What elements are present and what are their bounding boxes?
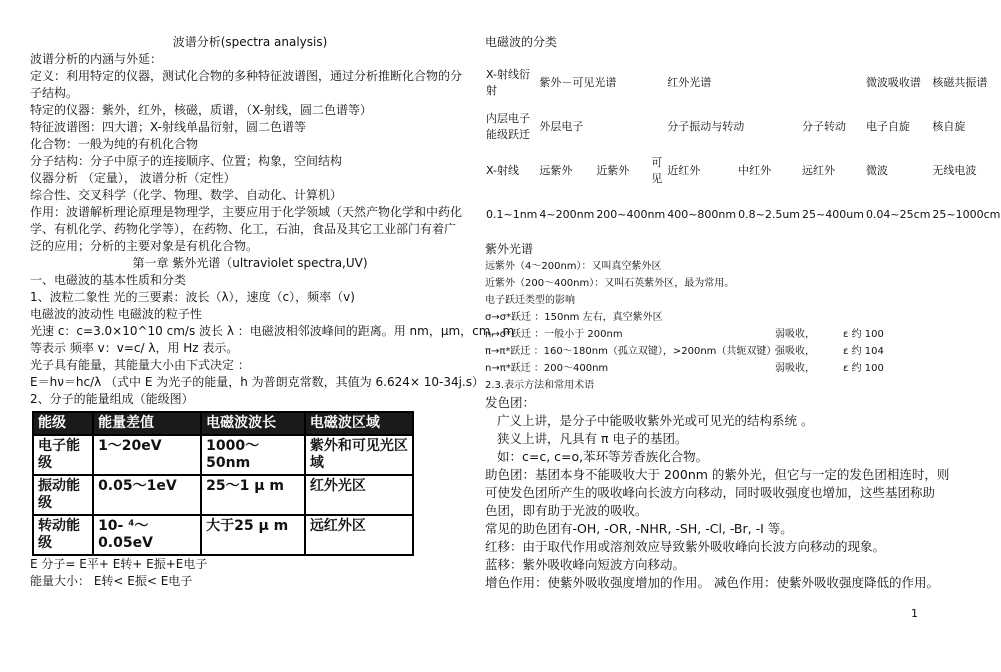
text-line: 助色团：基团本身不能吸收大于 200nm 的紫外光，但它与一定的发色团相连时，则	[485, 467, 950, 482]
text-line: 泛的应用；分析的主要对象是有机化合物。	[30, 239, 259, 253]
table-cell: 25~1000cm	[932, 208, 1001, 221]
table-cell: 远紫外	[539, 164, 573, 177]
table-header-cell: 电磁波波长	[201, 412, 305, 435]
table-row	[485, 105, 1001, 149]
transition-absorption: 弱吸收，	[775, 363, 815, 374]
text-line: 等表示 频率 v：v=c/ λ，用 Hz 表示。	[30, 341, 239, 355]
table-header-cell: 能量差值	[93, 412, 201, 435]
table-row	[33, 515, 413, 555]
text-line: 增色作用：使紫外吸收强度增加的作用。 减色作用：使紫外吸收强度降低的作用。	[485, 575, 939, 590]
table-cell: 10- ⁴～0.05eV	[93, 515, 201, 555]
text-line: 作用：波谱解析理论原理是物理学，主要应用于化学领域（天然产物化学和中药化	[30, 205, 463, 219]
transition-desc: π→π*跃迁 ：160～180nm（孤立双键），>200nm（共轭双键）	[485, 346, 777, 357]
table-cell: 核磁共振谱	[932, 76, 988, 89]
transition-absorption: 弱吸收，	[775, 329, 815, 340]
table-cell: X-射线	[486, 164, 519, 177]
text-line: E 分子= E平+ E转+ E振+E电子	[30, 557, 208, 571]
table-row	[485, 193, 1001, 237]
table-cell: 0.04~25cm	[865, 208, 931, 221]
table-cell: 无线电波	[932, 164, 977, 177]
table-cell: 远红外	[802, 164, 836, 177]
transition-epsilon: ε 约 104	[843, 346, 884, 357]
table-cell: 紫外和可见光区域	[305, 435, 413, 475]
table-cell: 0.8~2.5um	[738, 208, 801, 221]
page-number: 1	[911, 607, 918, 620]
text-line: 常见的助色团有-OH, -OR, -NHR, -SH, -Cl, -Br, -I 等。	[485, 521, 793, 536]
table-cell: 400~800nm	[667, 208, 737, 221]
text-line: 分子结构：分子中原子的连接顺序、位置；构象，空间结构	[30, 154, 343, 168]
transition-desc: n→σ*跃迁 ：一般小于 200nm	[485, 329, 623, 340]
intro-block	[30, 51, 470, 255]
small-line: 2.3.表示方法和常用术语	[485, 380, 595, 391]
text-line: 特征波谱图：四大谱；X-射线单晶衍射，圆二色谱等	[30, 120, 306, 134]
text-line: 电磁波的波动性 电磁波的粒子性	[30, 307, 202, 321]
text-line: 能量大小： E转< E振< E电子	[30, 574, 193, 588]
right-column	[485, 0, 1001, 592]
table-cell: 红外光区	[305, 475, 413, 515]
transition-epsilon: ε 约 100	[843, 363, 884, 374]
em-classification-table	[485, 61, 1001, 237]
table-cell: 外层电子	[539, 120, 584, 133]
table-cell: 200~400nm	[596, 208, 666, 221]
table-cell: 近紫外	[596, 164, 630, 177]
table-cell: 0.1~1nm	[486, 208, 538, 221]
energy-level-table	[32, 411, 414, 556]
text-line: 广义上讲，是分子中能吸收紫外光或可见光的结构系统 。	[497, 413, 814, 428]
table-cell: 电子自旋	[865, 120, 910, 133]
text-line: 发色团：	[485, 395, 536, 410]
transition-desc: n→π*跃迁 ：200～400nm	[485, 363, 609, 374]
text-line: 综合性、交叉科学（化学、物理、数学、自动化、计算机）	[30, 188, 343, 202]
chapter-heading: 第一章 紫外光谱（ultraviolet spectra,UV)	[132, 256, 368, 270]
transition-row	[485, 343, 925, 360]
table-cell: 25~400um	[802, 208, 864, 221]
small-line: 电子跃迁类型的影响	[485, 295, 575, 306]
text-line: E＝hν＝hc/λ （式中 E 为光子的能量，h 为普朗克常数，其值为 6.624× 10-34j.s）	[30, 375, 484, 389]
small-line: 近紫外（200～400nm）：又叫石英紫外区，最为常用。	[485, 278, 735, 289]
small-line: 远紫外（4～200nm）：又叫真空紫外区	[485, 261, 662, 272]
table-cell: 内层电子能级跃迁	[486, 112, 530, 141]
table-cell: 红外光谱	[667, 76, 712, 89]
text-line: 狭义上讲，凡具有 π 电子的基团。	[497, 431, 688, 446]
text-line: 子结构。	[30, 86, 79, 100]
table-cell: X-射线衍射	[486, 68, 530, 97]
text-line: 色团，即有助于光波的吸收。	[485, 503, 648, 518]
table-cell: 1～20eV	[93, 435, 201, 475]
text-line: 一、电磁波的基本性质和分类	[30, 273, 187, 287]
terms-block	[485, 394, 950, 592]
transition-desc: σ→σ*跃迁 ：150nm 左右，真空紫外区	[485, 312, 663, 323]
table-cell: 紫外－可见光谱	[539, 76, 617, 89]
text-line: 1、波粒二象性 光的三要素：波长（λ），速度（c），频率（v)	[30, 290, 355, 304]
text-line: 定义：利用特定的仪器，测试化合物的多种特征波谱图，通过分析推断化合物的分	[30, 69, 463, 83]
text-line: 波谱分析的内涵与外延：	[30, 52, 163, 66]
transition-epsilon: ε 约 100	[843, 329, 884, 340]
text-line: 化合物：一般为纯的有机化合物	[30, 137, 199, 151]
table-cell: 电子能级	[33, 435, 93, 475]
table-cell: 1000～ 50nm	[201, 435, 305, 475]
table-cell: 转动能级	[33, 515, 93, 555]
table-cell: 近红外	[667, 164, 701, 177]
section-heading: 紫外光谱	[485, 242, 534, 256]
transition-row	[485, 360, 925, 377]
table-row	[485, 61, 1001, 105]
section-heading: 电磁波的分类	[485, 35, 558, 49]
text-line: 2、分子的能量组成（能级图）	[30, 392, 194, 406]
table-cell: 核自旋	[932, 120, 966, 133]
text-line: 光子具有能量，其能量大小由下式决定 ：	[30, 358, 250, 372]
table-header-row	[33, 412, 413, 435]
table-row	[485, 149, 1001, 193]
table-cell: 分子振动与转动	[667, 120, 745, 133]
doc-title: 波谱分析(spectra analysis)	[172, 35, 328, 49]
table-cell: 中红外	[738, 164, 772, 177]
table-cell: 25～1 μ m	[201, 475, 305, 515]
table-cell: 可见	[651, 156, 663, 185]
table-cell: 大于25 μ m	[201, 515, 305, 555]
text-line: 可使发色团所产生的吸收峰向长波方向移动，同时吸收强度也增加，这些基团称助	[485, 485, 936, 500]
text-line: 特定的仪器：紫外，红外，核磁，质谱，（X-射线，圆二色谱等）	[30, 103, 372, 117]
table-cell: 0.05～1eV	[93, 475, 201, 515]
text-line: 学、有机化学、药物化学等），在药物、化工，石油，食品及其它工业部门有着广	[30, 222, 457, 236]
table-cell: 4~200nm	[539, 208, 595, 221]
text-line: 红移：由于取代作用或溶剂效应导致紫外吸收峰向长波方向移动的现象。	[485, 539, 886, 554]
table-header-cell: 电磁波区域	[305, 412, 413, 435]
text-line: 仪器分析 （定量）， 波谱分析（定性）	[30, 171, 236, 185]
transition-row	[485, 309, 925, 326]
transition-row	[485, 326, 925, 343]
text-line: 如：c=c, c=o,苯环等芳香族化合物。	[497, 449, 709, 464]
table-cell: 微波吸收谱	[865, 76, 921, 89]
table-row	[33, 435, 413, 475]
table-row	[33, 475, 413, 515]
table-cell: 微波	[865, 164, 888, 177]
text-line: 蓝移：紫外吸收峰向短波方向移动。	[485, 557, 686, 572]
table-cell: 振动能级	[33, 475, 93, 515]
table-header-cell: 能级	[33, 412, 93, 435]
table-cell: 远红外区	[305, 515, 413, 555]
text-line: 光速 c：c=3.0×10^10 cm/s 波长 λ ：电磁波相邻波峰间的距离。用 nm，μm，cm，m	[30, 324, 515, 338]
transition-absorption: 强吸收，	[775, 346, 815, 357]
table-cell: 分子转动	[802, 120, 847, 133]
